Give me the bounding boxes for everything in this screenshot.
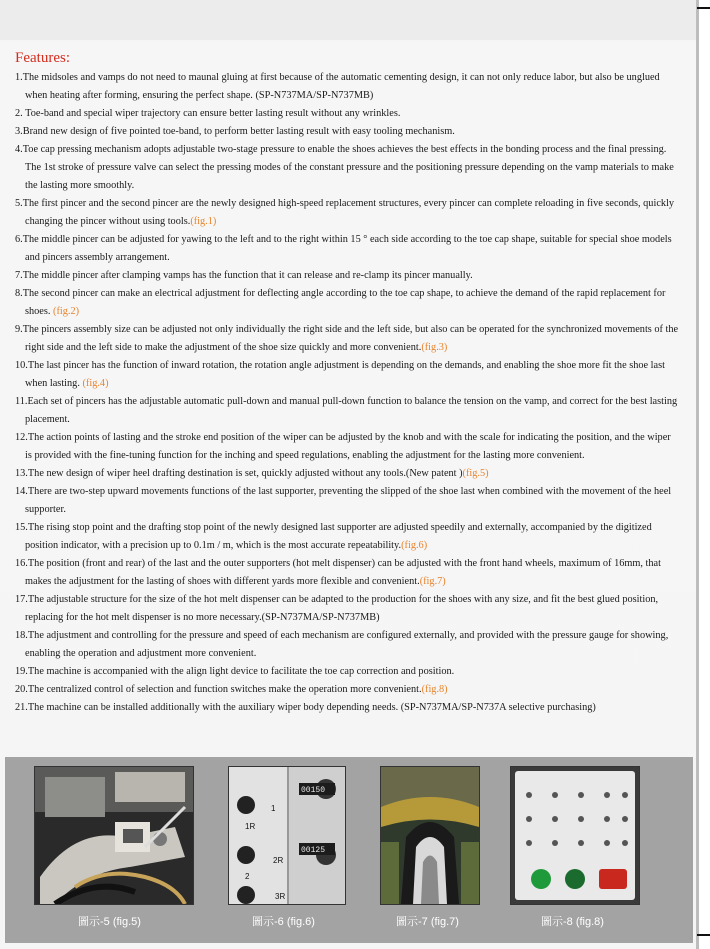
feature-number: 11.: [15, 396, 28, 407]
feature-item: [15, 195, 680, 231]
figure-reference: (fig.3): [421, 342, 448, 353]
feature-number: 14.: [15, 486, 28, 497]
feature-item: [15, 105, 680, 123]
feature-number: 3.: [15, 126, 23, 137]
features-heading: Features:: [15, 50, 70, 66]
header-band: [0, 0, 696, 40]
feature-item: [15, 285, 680, 321]
figure-5-illustration: [35, 767, 193, 904]
feature-number: 12.: [15, 432, 28, 443]
feature-number: 2.: [15, 108, 23, 119]
feature-number: 10.: [15, 360, 28, 371]
feature-number: 8.: [15, 288, 23, 299]
figure-reference: (fig.2): [53, 306, 80, 317]
figure-6-caption: 圖示-6 (fig.6): [252, 916, 315, 928]
panel-label-3r: 3R: [275, 892, 286, 901]
page-edge: [696, 0, 699, 949]
figure-5-caption: 圖示-5 (fig.5): [78, 916, 141, 928]
figure-7-caption: 圖示-7 (fig.7): [396, 916, 459, 928]
figure-reference: (fig.6): [401, 540, 428, 551]
feature-number: 21.: [15, 702, 28, 713]
feature-item: [15, 591, 680, 627]
feature-text: The centralized control of selection and function switches make the operation more convenient.: [27, 684, 422, 695]
panel-label-1: 1: [271, 804, 276, 813]
figure-8-caption: 圖示-8 (fig.8): [541, 916, 604, 928]
feature-text: Toe cap pressing mechanism adopts adjustable two-stage pressure to enable the shoes achieves the best effects in the bonding process and the final pressing. The 1st stroke of pressure valve can select the pressing modes of the constant pressure and the positioning pressure depending on the vamp materials to make the lasting more smoothly.: [22, 144, 674, 191]
feature-text: The middle pincer can be adjusted for yawing to the left and to the right within 15 ° each side according to the toe cap shape, suitable for special shoe models and pincers assembly arrangement.: [22, 234, 672, 263]
feature-item: [15, 321, 680, 357]
feature-text: The first pincer and the second pincer are the newly designed high-speed replacement structures, every pincer can complete reloading in five seconds, quickly changing the pincer without using tools.: [22, 198, 675, 227]
feature-item: [15, 555, 680, 591]
feature-number: 17.: [15, 594, 28, 605]
figure-reference: (fig.4): [82, 378, 109, 389]
figure-7-photo: [380, 766, 480, 905]
feature-number: 15.: [15, 522, 28, 533]
feature-number: 6.: [15, 234, 23, 245]
feature-text: The adjustment and controlling for the pressure and speed of each mechanism are configured externally, and provided with the pressure gauge for showing, enabling the operation and adjustment more convenient.: [25, 630, 669, 659]
panel-label-2: 2: [245, 872, 250, 881]
feature-item: [15, 699, 680, 717]
feature-number: 13.: [15, 468, 28, 479]
figure-6-control-panel: [229, 767, 345, 904]
feature-number: 9.: [15, 324, 23, 335]
feature-number: 18.: [15, 630, 28, 641]
feature-item: [15, 663, 680, 681]
feature-text: The new design of wiper heel drafting destination is set, quickly adjusted without any tools.(New patent ): [27, 468, 463, 479]
feature-item: [15, 465, 680, 483]
crop-mark-top: [697, 7, 710, 9]
feature-text: There are two-step upward movements functions of the last supporter, preventing the slipped of the shoe last when combined with the movement of the heel supporter.: [25, 486, 672, 515]
feature-item: [15, 627, 680, 663]
figure-6-photo: [228, 766, 346, 905]
panel-readout-bottom: 00125: [301, 846, 326, 855]
feature-text: The rising stop point and the drafting stop point of the newly designed last supporter are adjusted speedily and externally, accompanied by the digitized position indicator, with a precision up to 0.1m / m, which is the most accurate repeatability.: [25, 522, 652, 551]
feature-item: [15, 429, 680, 465]
feature-number: 20.: [15, 684, 28, 695]
feature-text: The adjustable structure for the size of the hot melt dispenser can be adapted to the production for the shoes with any size, and fit the best glued position, replacing for the hot melt dispenser is no more necessary.(SP-N737MA/SP-N737MB): [25, 594, 659, 623]
figure-reference: (fig.7): [419, 576, 446, 587]
panel-label-2r: 2R: [273, 856, 284, 865]
feature-item: [15, 123, 680, 141]
feature-item: [15, 393, 680, 429]
figure-8-switch-panel: [511, 767, 639, 904]
figure-reference: (fig.1): [190, 216, 217, 227]
feature-number: 4.: [15, 144, 23, 155]
feature-item: [15, 519, 680, 555]
figure-gallery: [5, 757, 693, 943]
feature-number: 5.: [15, 198, 23, 209]
feature-number: 7.: [15, 270, 23, 281]
feature-item: [15, 681, 680, 699]
feature-number: 1.: [15, 72, 23, 83]
feature-text: The action points of lasting and the stroke end position of the wiper can be adjusted by the knob and with the scale for indicating the position, and the wiper is provided with the fine-tuning function for the inching and speed regulations, enabling the adjustment for the lasting more convenient.: [25, 432, 671, 461]
figure-7-illustration: [381, 767, 479, 904]
feature-text: The second pincer can make an electrical adjustment for deflecting angle according to the toe cap shape, to achieve the demand of the rapid replacement for shoes.: [22, 288, 666, 317]
feature-item: [15, 141, 680, 195]
feature-item: [15, 267, 680, 285]
feature-text: The pincers assembly size can be adjusted not only individually the right side and the left side, but also can be operated for the synchronized movements of the right side and the left side to make the adjustment of the shoe size quickly and more convenient.: [22, 324, 679, 353]
panel-readout-top: 00150: [301, 786, 326, 795]
feature-item: [15, 231, 680, 267]
figure-8-photo: [510, 766, 640, 905]
feature-text: Toe-band and special wiper trajectory can ensure better lasting result without any wrinkles.: [22, 108, 401, 119]
feature-text: Each set of pincers has the adjustable automatic pull-down and manual pull-down function to balance the tension on the vamp, and correct for the best lasting placement.: [25, 396, 678, 425]
feature-number: 19.: [15, 666, 28, 677]
feature-text: The middle pincer after clamping vamps has the function that it can release and re-clamp its pincer manually.: [22, 270, 473, 281]
feature-number: 16.: [15, 558, 28, 569]
feature-item: [15, 483, 680, 519]
feature-text: The machine is accompanied with the align light device to facilitate the toe cap correction and position.: [27, 666, 455, 677]
panel-label-1r: 1R: [245, 822, 256, 831]
feature-text: The midsoles and vamps do not need to maunal gluing at first because of the automatic cementing design, it can not only reduce labor, but also be unglued when heating after forming, ensuring the perfect shape. (SP-N737MA/SP-N737MB): [22, 72, 660, 101]
feature-item: [15, 69, 680, 105]
feature-text: The position (front and rear) of the last and the outer supporters (hot melt dispenser) can be adjusted with the front hand wheels, maximum of 16mm, that makes the adjustment for the lasting of shoes with different yards more flexible and convenient.: [25, 558, 661, 587]
feature-text: The machine can be installed additionally with the auxiliary wiper body depending needs. (SP-N737MA/SP-N737A selective purchasing): [27, 702, 596, 713]
feature-item: [15, 357, 680, 393]
feature-text: The last pincer has the function of inward rotation, the rotation angle adjustment is depending on the demands, and enabling the shoe more fit the shoe last when lasting.: [25, 360, 665, 389]
figure-5-photo: [34, 766, 194, 905]
crop-mark-bottom: [697, 934, 710, 936]
figure-reference: (fig.8): [421, 684, 448, 695]
features-list: [15, 69, 680, 717]
feature-text: Brand new design of five pointed toe-band, to perform better lasting result with easy tooling mechanism.: [22, 126, 455, 137]
figure-reference: (fig.5): [462, 468, 489, 479]
